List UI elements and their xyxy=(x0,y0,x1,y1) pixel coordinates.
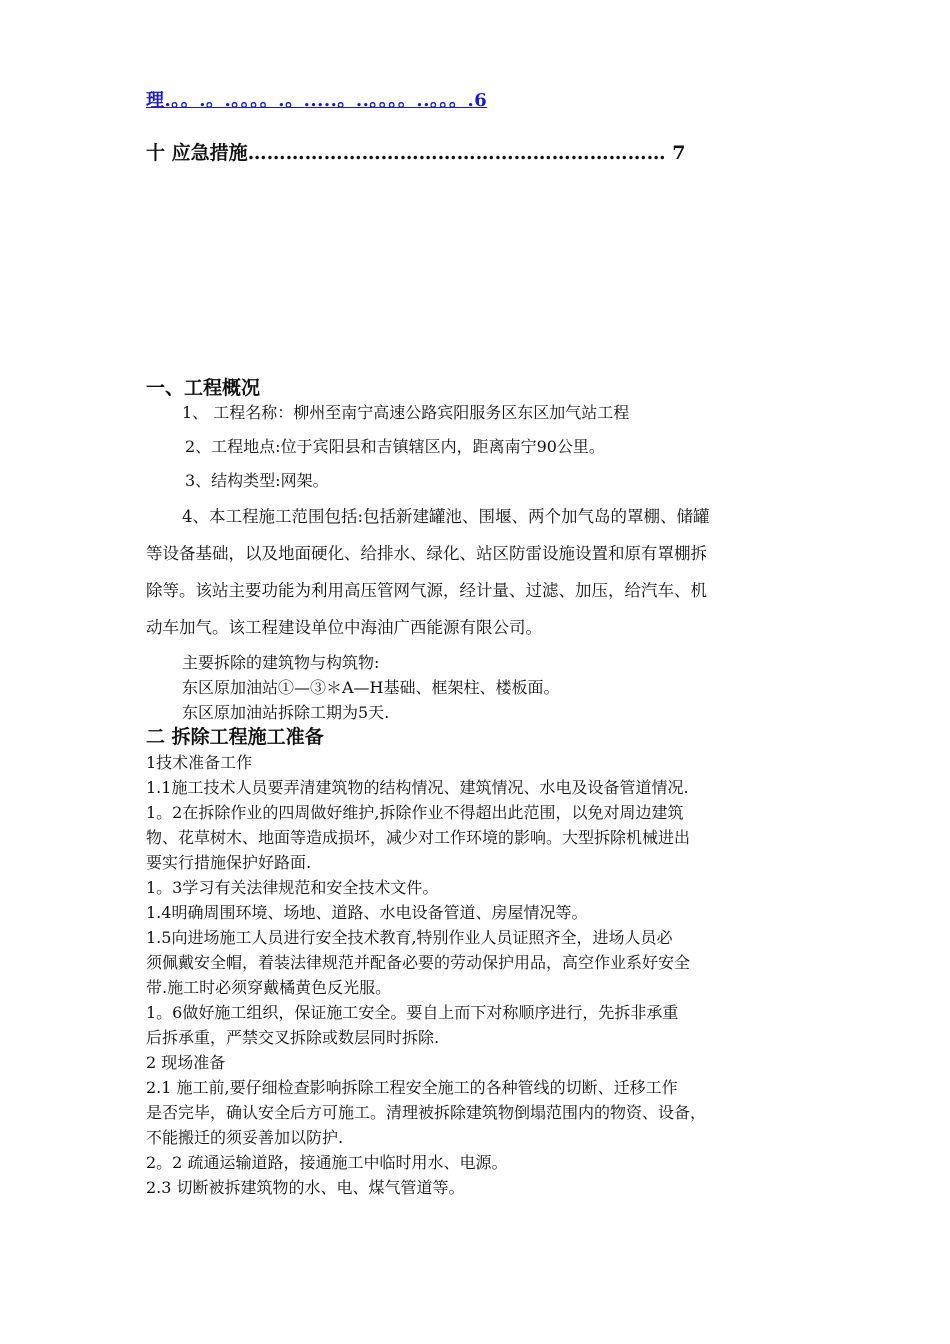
scope-line-1: 4、本工程施工范围包括:包括新建罐池、围堰、两个加气岛的罩棚、储罐 xyxy=(182,507,710,526)
demolition-title: 主要拆除的建筑物与构筑物: xyxy=(182,653,380,672)
scope-line-3: 除等。该站主要功能为利用高压管网气源，经计量、过滤、加压，给汽车、机 xyxy=(146,581,707,600)
prep-line: 2.1 施工前,要仔细检查影响拆除工程安全施工的各种管线的切断、迁移工作 xyxy=(146,1078,678,1097)
project-location: 2、工程地点:位于宾阳县和吉镇辖区内，距离南宁90公里。 xyxy=(185,437,605,456)
prep-line: 2.3 切断被拆建筑物的水、电、煤气管道等。 xyxy=(146,1178,465,1197)
prep-line: 1.4明确周围环境、场地、道路、水电设备管道、房屋情况等。 xyxy=(146,903,588,922)
prep-line: 须佩戴安全帽，着装法律规范并配备必要的劳动保护用品，高空作业系好安全 xyxy=(146,953,691,972)
prep-line: 1.5向进场施工人员进行安全技术教育,特别作业人员证照齐全，进场人员必 xyxy=(146,928,673,947)
toc-link-line[interactable]: 理.。。.。.。。。。.。.....。..。。。。..。。。.6 xyxy=(146,90,488,111)
prep-line: 2 现场准备 xyxy=(146,1053,226,1072)
project-name: 1、 工程名称：柳州至南宁高速公路宾阳服务区东区加气站工程 xyxy=(182,403,630,422)
prep-line: 不能搬迁的须妥善加以防护. xyxy=(146,1128,344,1147)
demolition-item: 东区原加油站①—③＊A—H基础、框架柱、楼板面。 xyxy=(182,678,560,697)
prep-line: 1.1施工技术人员要弄清建筑物的结构情况、建筑情况、水电及设备管道情况. xyxy=(146,778,689,797)
section2-heading: 二 拆除工程施工准备 xyxy=(146,726,324,748)
scope-line-2: 等设备基础，以及地面硬化、给排水、绿化、站区防雷设施设置和原有罩棚拆 xyxy=(146,544,707,563)
prep-line: 1。2在拆除作业的四周做好维护,拆除作业不得超出此范围，以免对周边建筑 xyxy=(146,803,684,822)
demolition-period: 东区原加油站拆除工期为5天. xyxy=(182,703,390,722)
toc-entry-emergency: 十 应急措施………………………………………………………… 7 xyxy=(146,142,686,164)
prep-line: 物、花草树木、地面等造成损坏，减少对工作环境的影响。大型拆除机械进出 xyxy=(146,828,691,847)
structure-type: 3、结构类型:网架。 xyxy=(185,471,329,490)
prep-line: 是否完毕，确认安全后方可施工。清理被拆除建筑物倒塌范围内的物资、设备， xyxy=(146,1103,707,1122)
prep-line: 2。2 疏通运输道路，接通施工中临时用水、电源。 xyxy=(146,1153,508,1172)
prep-line: 1。3学习有关法律规范和安全技术文件。 xyxy=(146,878,439,897)
scope-line-4: 动车加气。该工程建设单位中海油广西能源有限公司。 xyxy=(146,618,542,637)
prep-line: 后拆承重，严禁交叉拆除或数层同时拆除. xyxy=(146,1028,440,1047)
section1-heading: 一、工程概况 xyxy=(146,377,261,399)
prep-line: 1技术准备工作 xyxy=(146,753,253,772)
prep-line: 带.施工时必须穿戴橘黄色反光服。 xyxy=(146,978,392,997)
prep-line: 1。6做好施工组织，保证施工安全。要自上而下对称顺序进行，先拆非承重 xyxy=(146,1003,679,1022)
prep-line: 要实行措施保护好路面. xyxy=(146,853,312,872)
